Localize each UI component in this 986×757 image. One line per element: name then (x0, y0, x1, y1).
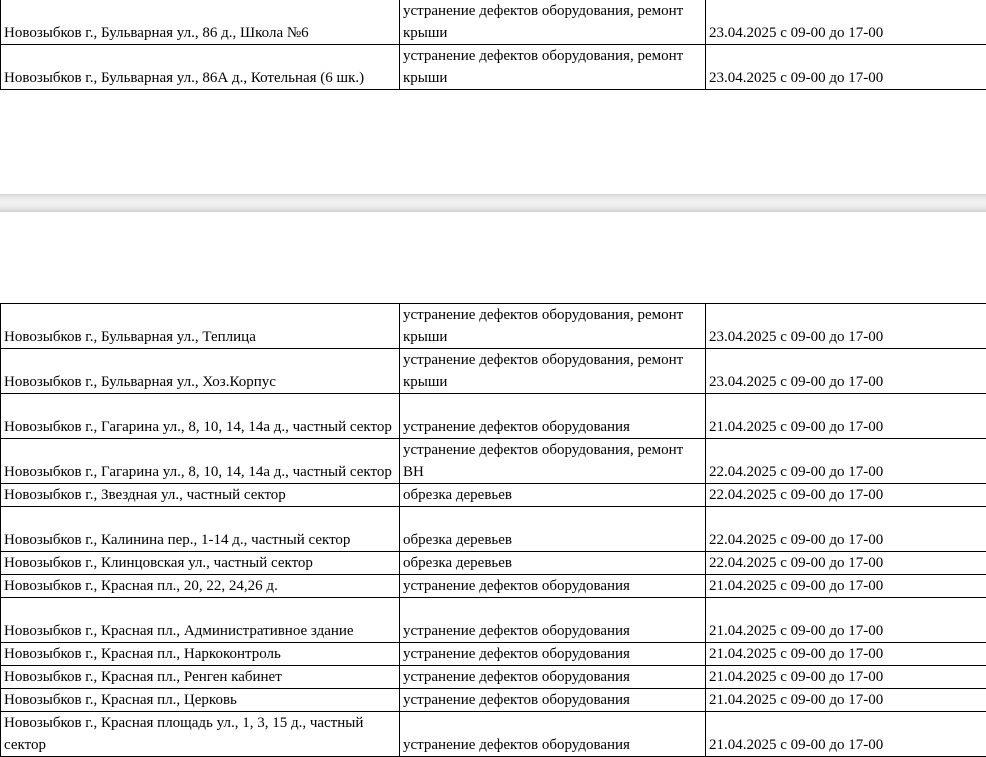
date-cell: 21.04.2025 с 09-00 до 17-00 (706, 575, 986, 598)
date-cell: 21.04.2025 с 09-00 до 17-00 (706, 394, 986, 439)
address-cell: Новозыбков г., Звездная ул., частный сектор (1, 484, 400, 507)
work-cell: устранение дефектов оборудования, ремонт крыши (400, 304, 706, 349)
work-cell: устранение дефектов оборудования, ремонт крыши (400, 349, 706, 394)
address-cell: Новозыбков г., Гагарина ул., 8, 10, 14, 14а д., частный сектор (1, 439, 400, 484)
table-row (1, 507, 986, 552)
date-cell: 22.04.2025 с 09-00 до 17-00 (706, 484, 986, 507)
page-separator (0, 194, 986, 212)
table-row (1, 552, 986, 575)
outage-table-bottom (0, 303, 986, 757)
address-cell: Новозыбков г., Бульварная ул., 86А д., Котельная (6 шк.) (1, 45, 400, 90)
date-cell: 23.04.2025 с 09-00 до 17-00 (706, 304, 986, 349)
table-row (1, 394, 986, 439)
work-cell: устранение дефектов оборудования (400, 643, 706, 666)
address-cell: Новозыбков г., Красная пл., 20, 22, 24,26 д. (1, 575, 400, 598)
work-cell: устранение дефектов оборудования (400, 394, 706, 439)
date-cell: 21.04.2025 с 09-00 до 17-00 (706, 643, 986, 666)
work-cell: устранение дефектов оборудования, ремонт крыши (400, 45, 706, 90)
address-cell: Новозыбков г., Красная пл., Церковь (1, 689, 400, 712)
work-cell: устранение дефектов оборудования, ремонт крыши (400, 0, 706, 45)
address-cell: Новозыбков г., Бульварная ул., Хоз.Корпус (1, 349, 400, 394)
work-cell: устранение дефектов оборудования (400, 689, 706, 712)
work-cell: устранение дефектов оборудования, ремонт ВН (400, 439, 706, 484)
address-cell: Новозыбков г., Красная пл., Наркоконтроль (1, 643, 400, 666)
work-cell: обрезка деревьев (400, 507, 706, 552)
date-cell: 22.04.2025 с 09-00 до 17-00 (706, 507, 986, 552)
address-cell: Новозыбков г., Клинцовская ул., частный сектор (1, 552, 400, 575)
date-cell: 22.04.2025 с 09-00 до 17-00 (706, 439, 986, 484)
date-cell: 21.04.2025 с 09-00 до 17-00 (706, 598, 986, 643)
work-cell: обрезка деревьев (400, 552, 706, 575)
date-cell: 21.04.2025 с 09-00 до 17-00 (706, 712, 986, 757)
table-row (1, 349, 986, 394)
work-cell: устранение дефектов оборудования (400, 712, 706, 757)
address-cell: Новозыбков г., Гагарина ул., 8, 10, 14, 14а д., частный сектор (1, 394, 400, 439)
address-cell: Новозыбков г., Калинина пер., 1-14 д., частный сектор (1, 507, 400, 552)
table-row (1, 643, 986, 666)
outage-table-top (0, 0, 986, 90)
table-row (1, 666, 986, 689)
table-row (1, 439, 986, 484)
work-cell: устранение дефектов оборудования (400, 598, 706, 643)
address-cell: Новозыбков г., Красная пл., Административное здание (1, 598, 400, 643)
table-row (1, 712, 986, 757)
work-cell: устранение дефектов оборудования (400, 666, 706, 689)
table-row (1, 598, 986, 643)
date-cell: 23.04.2025 с 09-00 до 17-00 (706, 349, 986, 394)
date-cell: 22.04.2025 с 09-00 до 17-00 (706, 552, 986, 575)
table-row (1, 304, 986, 349)
page-top (0, 0, 986, 194)
date-cell: 23.04.2025 с 09-00 до 17-00 (706, 45, 986, 90)
table-row (1, 484, 986, 507)
table-row (1, 689, 986, 712)
address-cell: Новозыбков г., Бульварная ул., Теплица (1, 304, 400, 349)
table-row (1, 575, 986, 598)
date-cell: 23.04.2025 с 09-00 до 17-00 (706, 0, 986, 45)
table-row (1, 0, 986, 45)
date-cell: 21.04.2025 с 09-00 до 17-00 (706, 689, 986, 712)
work-cell: устранение дефектов оборудования (400, 575, 706, 598)
work-cell: обрезка деревьев (400, 484, 706, 507)
address-cell: Новозыбков г., Красная пл., Ренген кабинет (1, 666, 400, 689)
address-cell: Новозыбков г., Бульварная ул., 86 д., Школа №6 (1, 0, 400, 45)
table-row (1, 45, 986, 90)
address-cell: Новозыбков г., Красная площадь ул., 1, 3, 15 д., частный сектор (1, 712, 400, 757)
date-cell: 21.04.2025 с 09-00 до 17-00 (706, 666, 986, 689)
